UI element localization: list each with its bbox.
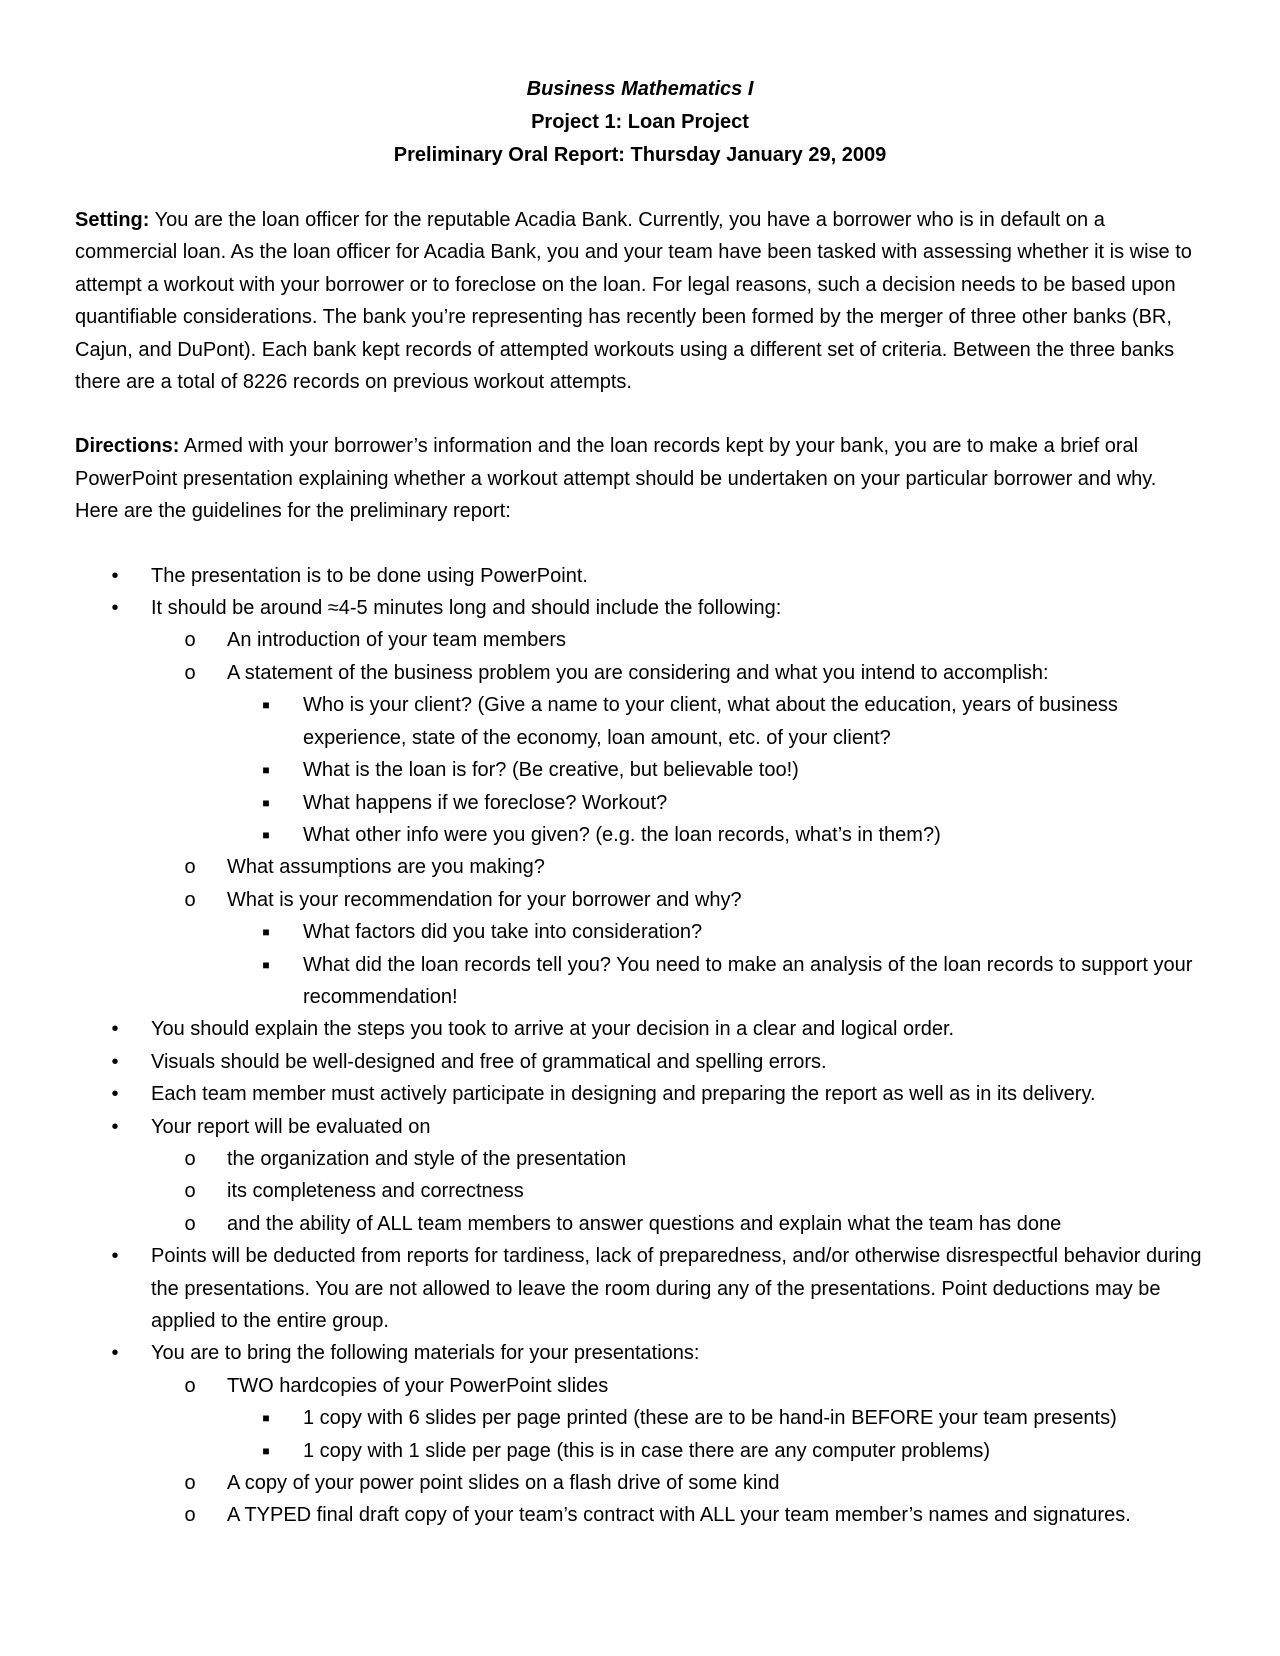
sub-list [151, 1143, 1205, 1240]
list-item [227, 1435, 1205, 1467]
list-item [75, 1337, 1205, 1531]
setting-label: Setting: [75, 209, 150, 231]
bullet-icon: • [111, 564, 119, 587]
sub-list [151, 624, 1205, 1013]
circle-bullet-icon: o [184, 1374, 196, 1397]
list-item [151, 1175, 1205, 1207]
sub-list [151, 1370, 1205, 1532]
list-item-text: What is your recommendation for your borrower and why? [227, 888, 742, 911]
spacer [75, 398, 1205, 430]
list-item [151, 1143, 1205, 1175]
list-item-text: What other info were you given? (e.g. the loan records, what’s in them?) [303, 823, 941, 846]
list-item [151, 1467, 1205, 1499]
list-item [151, 1208, 1205, 1240]
list-item-text: 1 copy with 6 slides per page printed (these are to be hand-in BEFORE your team presents) [303, 1407, 1117, 1430]
circle-bullet-icon: o [184, 1472, 196, 1495]
list-item-text: 1 copy with 1 slide per page (this is in case there are any computer problems) [303, 1439, 991, 1462]
list-item-text: You are to bring the following materials for your presentations: [151, 1342, 700, 1365]
setting-paragraph [75, 204, 1205, 398]
document-header [75, 73, 1205, 172]
sub-sub-list [227, 1402, 1205, 1467]
course-title: Business Mathematics I [526, 78, 754, 100]
project-title: Project 1: Loan Project [531, 111, 749, 133]
list-item [151, 1370, 1205, 1467]
list-item [227, 1402, 1205, 1434]
bullet-icon: • [111, 597, 119, 620]
list-item-text: Who is your client? (Give a name to your client, what about the education, years of business experience, state of the economy, loan amount, etc. of your client? [303, 694, 1118, 749]
circle-bullet-icon: o [184, 1180, 196, 1203]
directions-text: Armed with your borrower’s information and the loan records kept by your bank, you are to make a brief oral PowerPoint presentation explaining whether a workout attempt should be undertaken on your particular borrower and why. Here are the guidelines for the preliminary report: [75, 435, 1157, 523]
list-item-text: A statement of the business problem you are considering and what you intend to accomplish: [227, 661, 1049, 684]
list-item [227, 949, 1205, 1014]
square-bullet-icon: ■ [262, 827, 270, 842]
list-item-text: What happens if we foreclose? Workout? [303, 791, 668, 814]
spacer [75, 528, 1205, 560]
list-item [75, 1013, 1205, 1045]
list-item-text: its completeness and correctness [227, 1180, 524, 1203]
list-item [75, 1078, 1205, 1110]
list-item-text: What did the loan records tell you? You need to make an analysis of the loan records to support your recommendation! [303, 953, 1193, 1008]
bullet-icon: • [111, 1342, 119, 1365]
square-bullet-icon: ■ [262, 957, 270, 972]
list-item-text: What assumptions are you making? [227, 856, 545, 879]
list-item-text: An introduction of your team members [227, 629, 567, 652]
circle-bullet-icon: o [184, 888, 196, 911]
circle-bullet-icon: o [184, 1147, 196, 1170]
square-bullet-icon: ■ [262, 925, 270, 940]
list-item-text: and the ability of ALL team members to answer questions and explain what the team has done [227, 1212, 1062, 1235]
list-item-text: A copy of your power point slides on a flash drive of some kind [227, 1472, 780, 1495]
directions-label: Directions: [75, 435, 180, 458]
list-item-text: It should be around ≈4-5 minutes long and should include the following: [151, 597, 782, 620]
list-item-text: Each team member must actively participate in designing and preparing the report as well as in its delivery. [151, 1083, 1096, 1106]
list-item-text: Your report will be evaluated on [151, 1115, 431, 1138]
list-item [75, 1240, 1205, 1337]
list-item [227, 819, 1205, 851]
list-item-text: What is the loan is for? (Be creative, but believable too!) [303, 759, 799, 782]
list-item [75, 1111, 1205, 1241]
list-item [151, 624, 1205, 656]
circle-bullet-icon: o [184, 1504, 196, 1527]
square-bullet-icon: ■ [262, 1411, 270, 1426]
list-item-text: Visuals should be well-designed and free of grammatical and spelling errors. [151, 1050, 827, 1073]
list-item-text: You should explain the steps you took to arrive at your decision in a clear and logical order. [151, 1018, 955, 1041]
setting-text: You are the loan officer for the reputable Acadia Bank. Currently, you have a borrower who is in default on a commercial loan. As the loan officer for Acadia Bank, you and your team have been tasked with assessing whether it is wise to attempt a workout with your borrower or to foreclose on the loan. For legal reasons, such a decision needs to be based upon quantifiable considerations. The bank you’re representing has recently been formed by the merger of three other banks (BR, Cajun, and DuPont). Each bank kept records of attempted workouts using a different set of criteria. Between the three banks there are a total of 8226 records on previous workout attempts. [75, 209, 1192, 394]
bullet-icon: • [111, 1050, 119, 1073]
list-item-text: A TYPED final draft copy of your team’s contract with ALL your team member’s names and signatures. [227, 1504, 1131, 1527]
bullet-icon: • [111, 1018, 119, 1041]
list-item-text: TWO hardcopies of your PowerPoint slides [227, 1374, 609, 1397]
square-bullet-icon: ■ [262, 795, 270, 810]
list-item [75, 592, 1205, 1013]
guidelines-list [75, 560, 1205, 1532]
list-item [227, 754, 1205, 786]
list-item [151, 884, 1205, 1014]
list-item-text: Points will be deducted from reports for tardiness, lack of preparedness, and/or otherwise disrespectful behavior during the presentations. You are not allowed to leave the room during any of the presentations. Point deductions may be applied to the entire group. [151, 1245, 1202, 1332]
list-item [227, 916, 1205, 948]
spacer [75, 172, 1205, 204]
list-item [151, 1499, 1205, 1531]
list-item-text: The presentation is to be done using PowerPoint. [151, 564, 588, 587]
circle-bullet-icon: o [184, 629, 196, 652]
sub-sub-list [227, 916, 1205, 1013]
list-item [227, 689, 1205, 754]
list-item [75, 1046, 1205, 1078]
bullet-icon: • [111, 1115, 119, 1138]
list-item [151, 851, 1205, 883]
list-item [151, 657, 1205, 851]
report-date: Preliminary Oral Report: Thursday January 29, 2009 [393, 144, 887, 166]
bullet-icon: • [111, 1083, 119, 1106]
circle-bullet-icon: o [184, 1212, 196, 1235]
square-bullet-icon: ■ [262, 763, 270, 778]
circle-bullet-icon: o [184, 661, 196, 684]
list-item [75, 560, 1205, 592]
list-item [227, 787, 1205, 819]
sub-sub-list [227, 689, 1205, 851]
list-item-text: the organization and style of the presentation [227, 1147, 627, 1170]
list-item-text: What factors did you take into consideration? [303, 921, 703, 944]
bullet-icon: • [111, 1245, 119, 1268]
square-bullet-icon: ■ [262, 698, 270, 713]
square-bullet-icon: ■ [262, 1443, 270, 1458]
directions-paragraph [75, 430, 1205, 527]
circle-bullet-icon: o [184, 856, 196, 879]
